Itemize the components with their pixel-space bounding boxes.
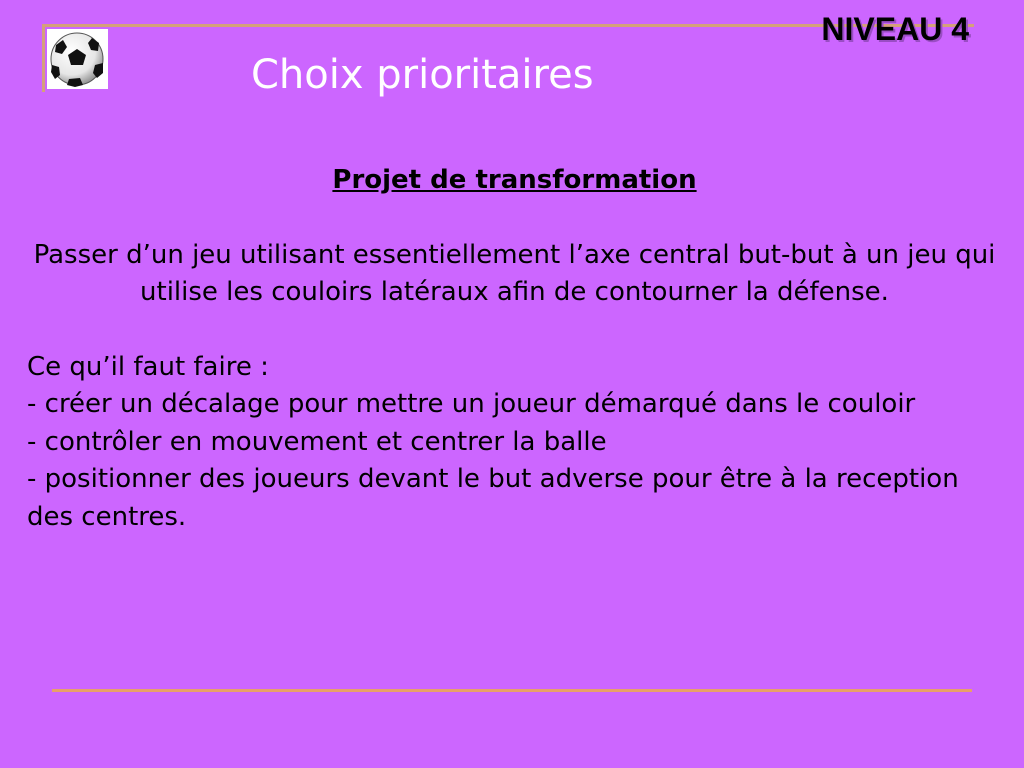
section-heading: Projet de transformation (332, 165, 697, 195)
left-divider (42, 24, 45, 92)
list-item: - positionner des joueurs devant le but adverse pour être à la reception des centres. (27, 464, 959, 532)
bottom-divider (52, 689, 972, 692)
slide-content (27, 162, 1002, 536)
task-intro: Ce qu’il faut faire : (27, 351, 269, 382)
soccer-ball-icon (47, 29, 108, 89)
objective-paragraph: Passer d’un jeu utilisant essentiellement l’axe central but-but à un jeu qui utilise les couloirs latéraux afin de contourner la défense. (33, 239, 996, 307)
page-title: Choix prioritaires (251, 52, 594, 98)
list-item: - créer un décalage pour mettre un joueur démarqué dans le couloir (27, 389, 916, 419)
task-list (27, 349, 1002, 537)
list-item: - contrôler en mouvement et centrer la balle (27, 426, 607, 457)
level-badge: NIVEAU 4 (821, 11, 969, 47)
